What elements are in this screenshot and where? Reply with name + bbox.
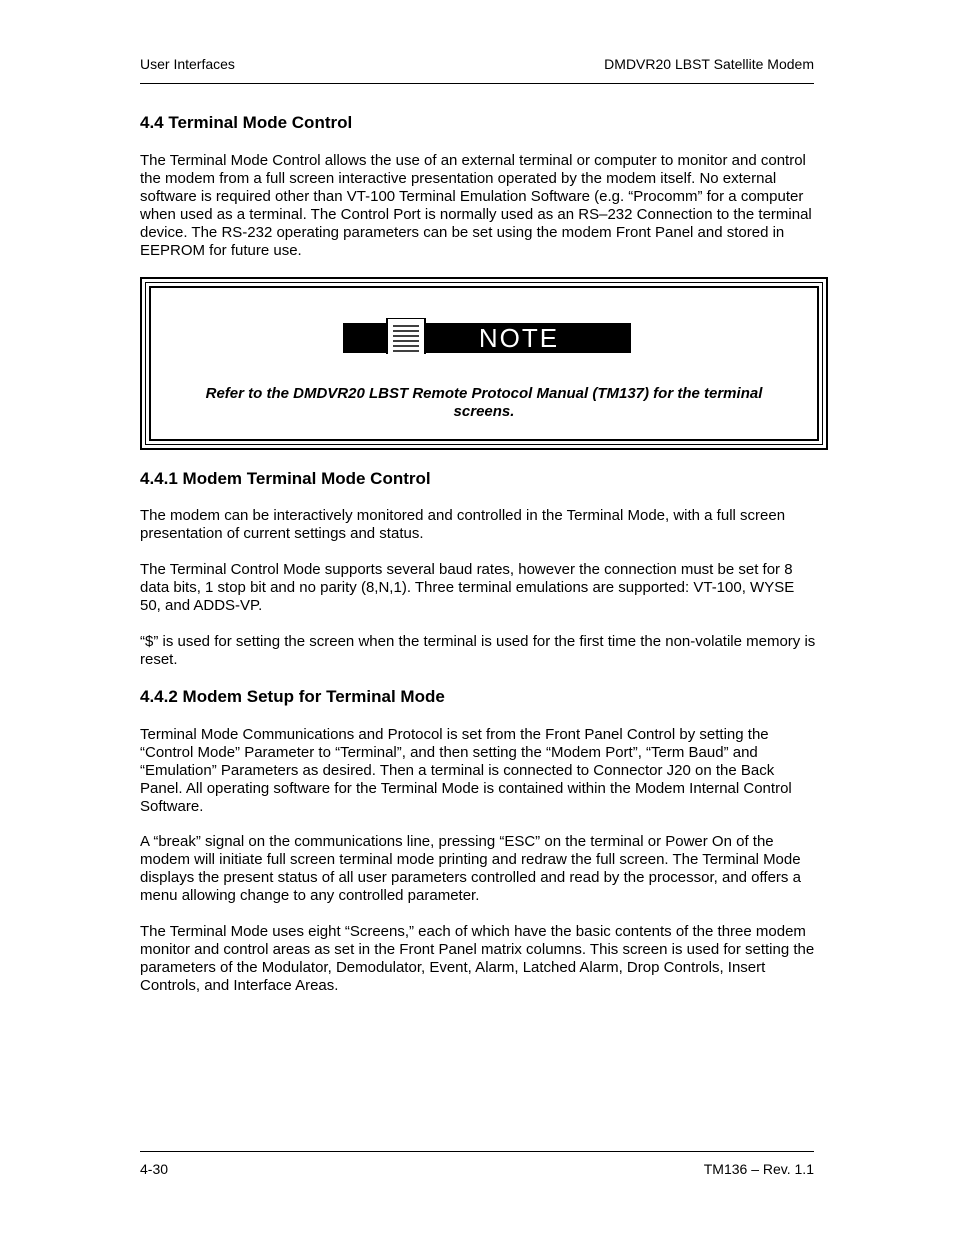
note-box <box>140 277 828 450</box>
header-right-text: DMDVR20 LBST Satellite Modem <box>604 56 814 72</box>
document-revision: TM136 – Rev. 1.1 <box>703 1161 814 1177</box>
section-4-4-2-paragraph-2: A “break” signal on the communications line, pressing “ESC” on the terminal or Power On of the modem will initiate full screen terminal mode printing and redraw the full screen. The Terminal Mode displays the present status of all user parameters controlled and read by the processor, and offers a menu allowing change to any controlled parameter. <box>140 833 801 904</box>
header-rule <box>140 83 814 84</box>
section-4-4-2-paragraph-3: The Terminal Mode uses eight “Screens,” each of which have the basic contents of the three modem monitor and control areas as set in the Front Panel matrix columns. This screen is used for setting the parameters of the Modulator, Demodulator, Event, Alarm, Latched Alarm, Drop Controls, Insert Controls, and Interface Areas. <box>140 923 815 994</box>
notepad-icon <box>387 318 425 354</box>
section-4-4-1-paragraph-3: “$” is used for setting the screen when the terminal is used for the first time the non-volatile memory is reset. <box>140 633 816 668</box>
note-label: NOTE <box>478 323 560 353</box>
section-4-4-heading: 4.4 Terminal Mode Control <box>140 113 353 132</box>
page-number: 4-30 <box>140 1161 169 1177</box>
note-text: Refer to the DMDVR20 LBST Remote Protocol Manual (TM137) for the terminal screens. <box>205 385 763 420</box>
section-4-4-1-heading: 4.4.1 Modem Terminal Mode Control <box>140 469 431 488</box>
note-banner <box>343 318 631 354</box>
header-left-text: User Interfaces <box>140 56 235 72</box>
section-4-4-2-paragraph-1: Terminal Mode Communications and Protocol is set from the Front Panel Control by setting the “Control Mode” Parameter to “Terminal”, and then setting the “Modem Port”, “Term Baud” and “Emulation” Parameters as desired. Then a terminal is connected to Connector J20 on the Back Panel. All operating software for the Terminal Mode is contained within the Modem Internal Control Software. <box>140 726 792 815</box>
footer-rule <box>140 1151 814 1152</box>
section-4-4-1-paragraph-2: The Terminal Control Mode supports several baud rates, however the connection must be set for 8 data bits, 1 stop bit and no parity (8,N,1). Three terminal emulations are supported: VT-100, WYSE 50, and ADDS-VP. <box>140 561 795 614</box>
section-4-4-body: The Terminal Mode Control allows the use of an external terminal or computer to monitor and control the modem from a full screen interactive presentation operated by the modem itself. No external software is required other than VT-100 Terminal Emulation Software (e.g. “Procomm” for a computer when used as a terminal. The Control Port is normally used as an RS–232 Connection to the terminal device. The RS-232 operating parameters can be set using the modem Front Panel and stored in EEPROM for future use. <box>140 152 812 259</box>
note-banner-graphic <box>343 318 631 354</box>
section-4-4-2-heading: 4.4.2 Modem Setup for Terminal Mode <box>140 687 445 706</box>
section-4-4-1-paragraph-1: The modem can be interactively monitored and controlled in the Terminal Mode, with a full screen presentation of current settings and status. <box>140 507 786 542</box>
